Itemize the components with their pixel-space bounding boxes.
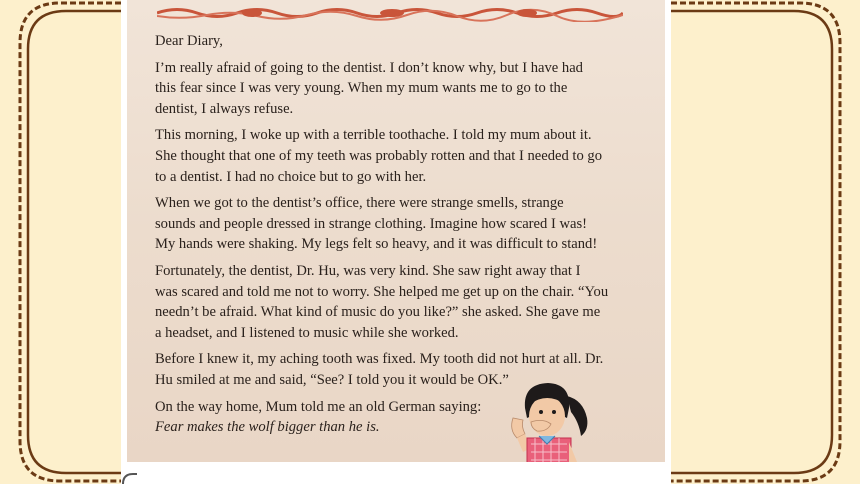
diary-paragraph	[155, 58, 655, 120]
text-line: needn’t be afraid. What kind of music do you like?” she asked. She gave me	[155, 304, 601, 321]
page-bottom-margin	[121, 462, 671, 484]
diary-salutation: Dear Diary,	[155, 33, 223, 49]
text-line: a headset, and I listened to music while she worked.	[155, 324, 459, 341]
page-corner-mark-icon	[121, 472, 141, 484]
text-line: to a dentist. I had no choice but to go with her.	[155, 168, 427, 185]
textbook-page	[121, 0, 671, 484]
diary-paragraph	[155, 193, 655, 255]
text-line: My hands were shaking. My legs felt so heavy, and it was difficult to stand!	[155, 236, 598, 253]
text-line: This morning, I woke up with a terrible toothache. I told my mum about it.	[155, 127, 592, 144]
text-line: Hu smiled at me and said, “See? I told you it would be OK.”	[155, 371, 509, 388]
diary-paper	[127, 0, 665, 462]
german-saying: Fear makes the wolf bigger than he is.	[155, 419, 380, 436]
text-line: Fortunately, the dentist, Dr. Hu, was very kind. She saw right away that I	[155, 262, 581, 279]
text-line: When we got to the dentist’s office, there were strange smells, strange	[155, 195, 564, 212]
text-line: She thought that one of my teeth was probably rotten and that I needed to go	[155, 147, 603, 164]
text-line: sounds and people dressed in strange clothing. Imagine how scared I was!	[155, 215, 588, 232]
closing-line: On the way home, Mum told me an old German saying:	[155, 398, 482, 415]
diary-paragraph	[155, 261, 655, 343]
decorative-ornament-band	[157, 4, 623, 22]
text-line: was scared and told me not to worry. She helped me get up on the chair. “You	[155, 283, 609, 300]
diary-paragraph	[155, 125, 655, 187]
text-line: this fear since I was very young. When my mum wants me to go to the	[155, 80, 568, 97]
text-line: I’m really afraid of going to the dentist. I don’t know why, but I have had	[155, 59, 583, 76]
text-line: dentist, I always refuse.	[155, 100, 294, 117]
text-line: Before I knew it, my aching tooth was fixed. My tooth did not hurt at all. Dr.	[155, 351, 604, 368]
